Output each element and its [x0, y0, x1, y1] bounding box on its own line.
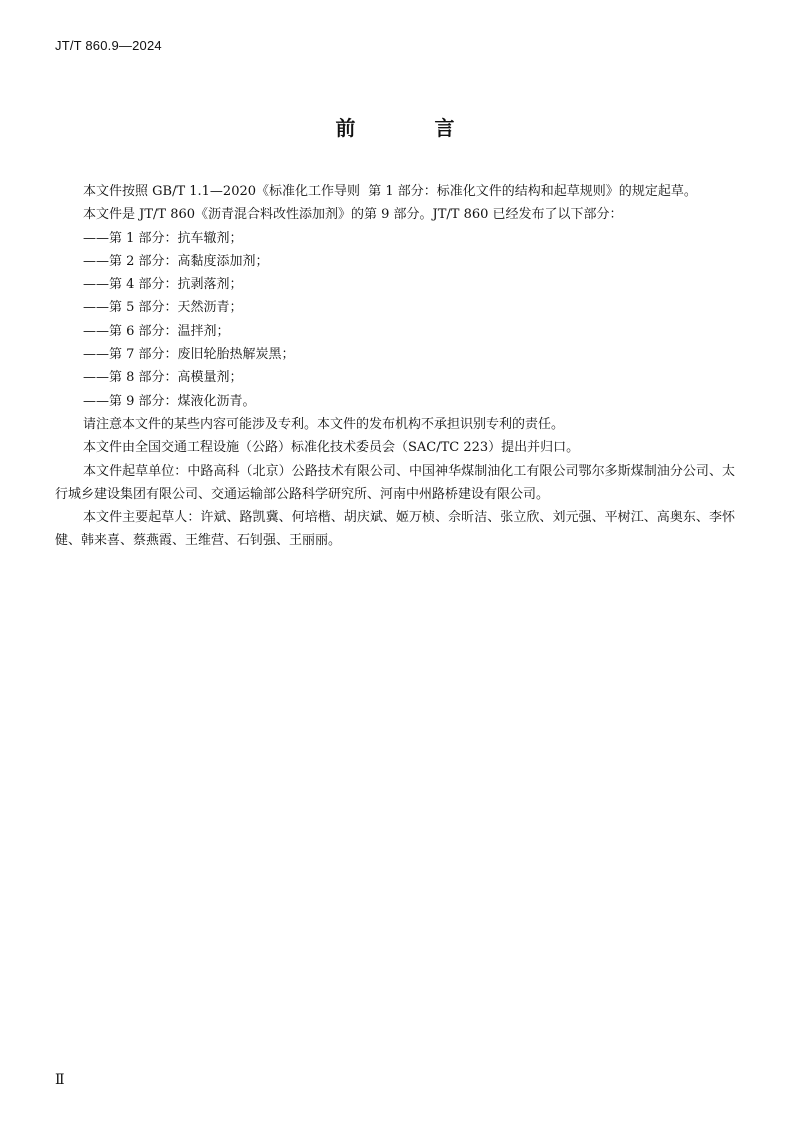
paragraph-drafting-rules: 本文件按照 GB/T 1.1—2020《标准化工作导则 第 1 部分：标准化文件的结构和起草规则》的规定起草。: [83, 184, 697, 199]
paragraph-patent-notice: 请注意本文件的某些内容可能涉及专利。本文件的发布机构不承担识别专利的责任。: [83, 416, 565, 432]
list-item: ——第 6 部分：温拌剂；: [83, 323, 230, 339]
standard-code-header: JT/T 860.9—2024: [55, 38, 162, 53]
paragraph-proposed-by: 本文件由全国交通工程设施（公路）标准化技术委员会（SAC/TC 223）提出并归口。: [83, 440, 580, 456]
paragraph-series-intro: 本文件是 JT/T 860《沥青混合料改性添加剂》的第 9 部分。JT/T 860 已经发布了以下部分：: [83, 207, 623, 223]
parts-list: [55, 227, 735, 413]
list-item: ——第 9 部分：煤液化沥青。: [83, 393, 256, 409]
list-item: ——第 4 部分：抗剥落剂；: [83, 277, 243, 293]
list-item: ——第 7 部分：废旧轮胎热解炭黑；: [83, 347, 295, 363]
paragraph-main-drafters: 本文件主要起草人：许斌、路凯冀、何培楷、胡庆斌、姬万桢、佘昕洁、张立欣、刘元强、平树江、高奥东、李怀健、韩来喜、蔡燕霞、王维营、石钊强、王丽丽。: [55, 510, 735, 549]
list-item: ——第 1 部分：抗车辙剂；: [83, 230, 243, 246]
list-item: ——第 2 部分：高黏度添加剂；: [83, 253, 269, 269]
list-item: ——第 8 部分：高模量剂；: [83, 370, 243, 386]
page-title: 前 言: [335, 116, 491, 140]
foreword-body: [55, 180, 735, 553]
list-item: ——第 5 部分：天然沥青；: [83, 300, 243, 316]
page-number: Ⅱ: [55, 1072, 65, 1088]
paragraph-drafting-organizations: 本文件起草单位：中路高科（北京）公路技术有限公司、中国神华煤制油化工有限公司鄂尔多斯煤制油分公司、太行城乡建设集团有限公司、交通运输部公路科学研究所、河南中州路桥建设有限公司。: [55, 463, 735, 502]
